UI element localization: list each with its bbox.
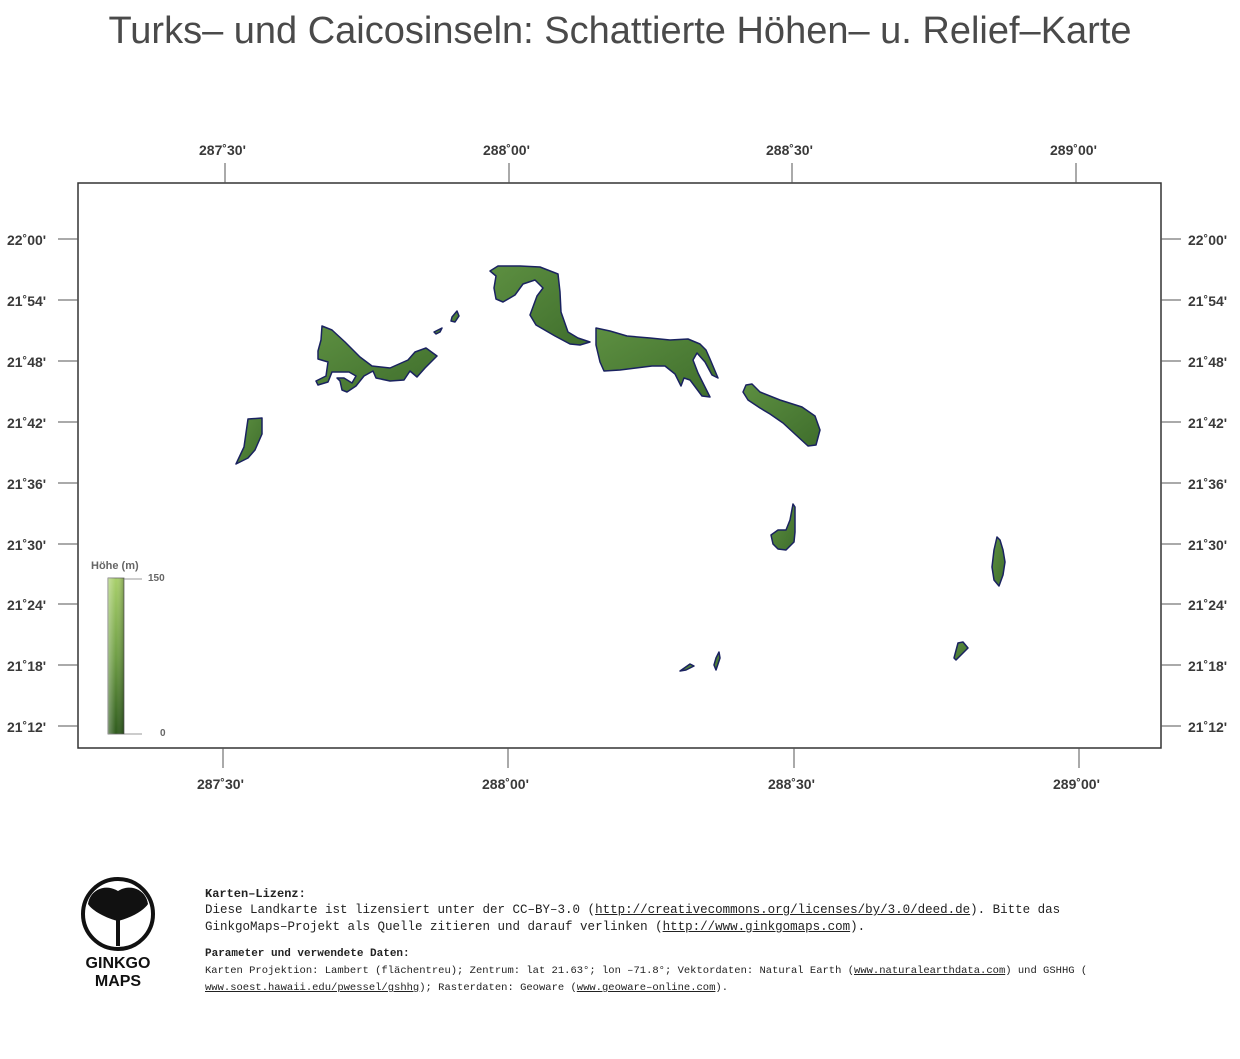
- top-lon-label: 287˚30': [199, 142, 246, 158]
- left-lat-label: 21˚24': [7, 597, 47, 613]
- right-lat-label: 22˚00': [1188, 232, 1228, 248]
- legend-title: Höhe (m): [91, 560, 139, 572]
- gshhg-link[interactable]: www.soest.hawaii.edu/pwessel/gshhg: [205, 982, 420, 994]
- top-ticks: [225, 163, 1076, 183]
- left-lat-label: 21˚12': [7, 719, 47, 735]
- license-line2-post: ).: [850, 920, 866, 934]
- island-west-caicos: [236, 418, 262, 464]
- license-line1: [205, 902, 1060, 919]
- map-title: Turks– und Caicosinseln: Schattierte Höhen– u. Relief–Karte: [108, 10, 1132, 52]
- left-lat-label: 21˚36': [7, 476, 47, 492]
- right-lat-label: 21˚24': [1188, 597, 1228, 613]
- bottom-lon-label: 288˚30': [768, 776, 815, 792]
- legend-shade: [108, 578, 124, 734]
- islands: [236, 266, 1005, 671]
- island-east-caicos: [743, 384, 820, 446]
- right-lat-label: 21˚42': [1188, 415, 1228, 431]
- map-frame: [78, 183, 1161, 748]
- params-text-mid: ) und GSHHG (: [1005, 965, 1088, 977]
- ginkgo-leaf-icon: [78, 876, 158, 952]
- license-text-post: ). Bitte das: [970, 903, 1061, 917]
- right-lat-label: 21˚36': [1188, 476, 1228, 492]
- bottom-lon-label: 287˚30': [197, 776, 244, 792]
- right-lat-label: 21˚30': [1188, 537, 1228, 553]
- license-link[interactable]: http://creativecommons.org/licenses/by/3.0/deed.de: [595, 903, 971, 917]
- left-ticks: [58, 239, 78, 726]
- legend-max-label: 150: [148, 573, 165, 584]
- top-lon-label: 288˚30': [766, 142, 813, 158]
- island-providenciales: [316, 326, 437, 392]
- license-line2-pre: GinkgoMaps–Projekt als Quelle zitieren und darauf verlinken (: [205, 920, 663, 934]
- params-heading: Parameter und verwendete Daten:: [205, 948, 410, 960]
- left-lat-label: 22˚00': [7, 232, 47, 248]
- island-grand-turk: [992, 537, 1005, 586]
- island-small-1: [434, 328, 442, 334]
- license-line2: [205, 919, 865, 936]
- right-ticks: [1161, 239, 1181, 726]
- params-text-pre: Karten Projektion: Lambert (flächentreu); Zentrum: lat 21.63°; lon –71.8°; Vektordaten: Natural Earth (: [205, 965, 855, 977]
- right-lat-label: 21˚54': [1188, 293, 1228, 309]
- geoware-link[interactable]: www.geoware–online.com: [576, 982, 716, 994]
- license-heading: Karten–Lizenz:: [205, 887, 306, 901]
- left-lat-label: 21˚42': [7, 415, 47, 431]
- license-text-pre: Diese Landkarte ist lizensiert unter der CC–BY–3.0 (: [205, 903, 596, 917]
- island-ambergris-2: [714, 652, 720, 670]
- island-south-caicos: [771, 504, 795, 550]
- logo-text: [70, 955, 166, 991]
- params-text-end: ).: [715, 982, 729, 994]
- right-lat-label: 21˚12': [1188, 719, 1228, 735]
- left-lat-label: 21˚30': [7, 537, 47, 553]
- left-lat-label: 21˚48': [7, 354, 47, 370]
- left-lat-label: 21˚54': [7, 293, 47, 309]
- params-line2: [205, 980, 728, 997]
- island-north-caicos: [490, 266, 590, 345]
- ginkgomaps-link[interactable]: http://www.ginkgomaps.com: [662, 920, 851, 934]
- island-parrot-cay: [451, 311, 459, 322]
- legend-min-label: 0: [160, 728, 166, 739]
- island-salt-cay: [954, 642, 968, 660]
- left-lat-label: 21˚18': [7, 658, 47, 674]
- params-line1: [205, 963, 1087, 980]
- logo-line1: GINKGO: [85, 955, 151, 972]
- bottom-ticks: [223, 748, 1079, 768]
- top-lon-label: 289˚00': [1050, 142, 1097, 158]
- logo-line2: MAPS: [94, 973, 142, 990]
- top-lon-label: 288˚00': [483, 142, 530, 158]
- right-lat-label: 21˚48': [1188, 354, 1228, 370]
- right-lat-label: 21˚18': [1188, 658, 1228, 674]
- bottom-lon-label: 289˚00': [1053, 776, 1100, 792]
- params-text-mid2: ); Rasterdaten: Geoware (: [419, 982, 577, 994]
- island-middle-caicos: [596, 328, 718, 397]
- naturalearth-link[interactable]: www.naturalearthdata.com: [854, 965, 1006, 977]
- bottom-lon-label: 288˚00': [482, 776, 529, 792]
- island-ambergris-1: [680, 664, 694, 671]
